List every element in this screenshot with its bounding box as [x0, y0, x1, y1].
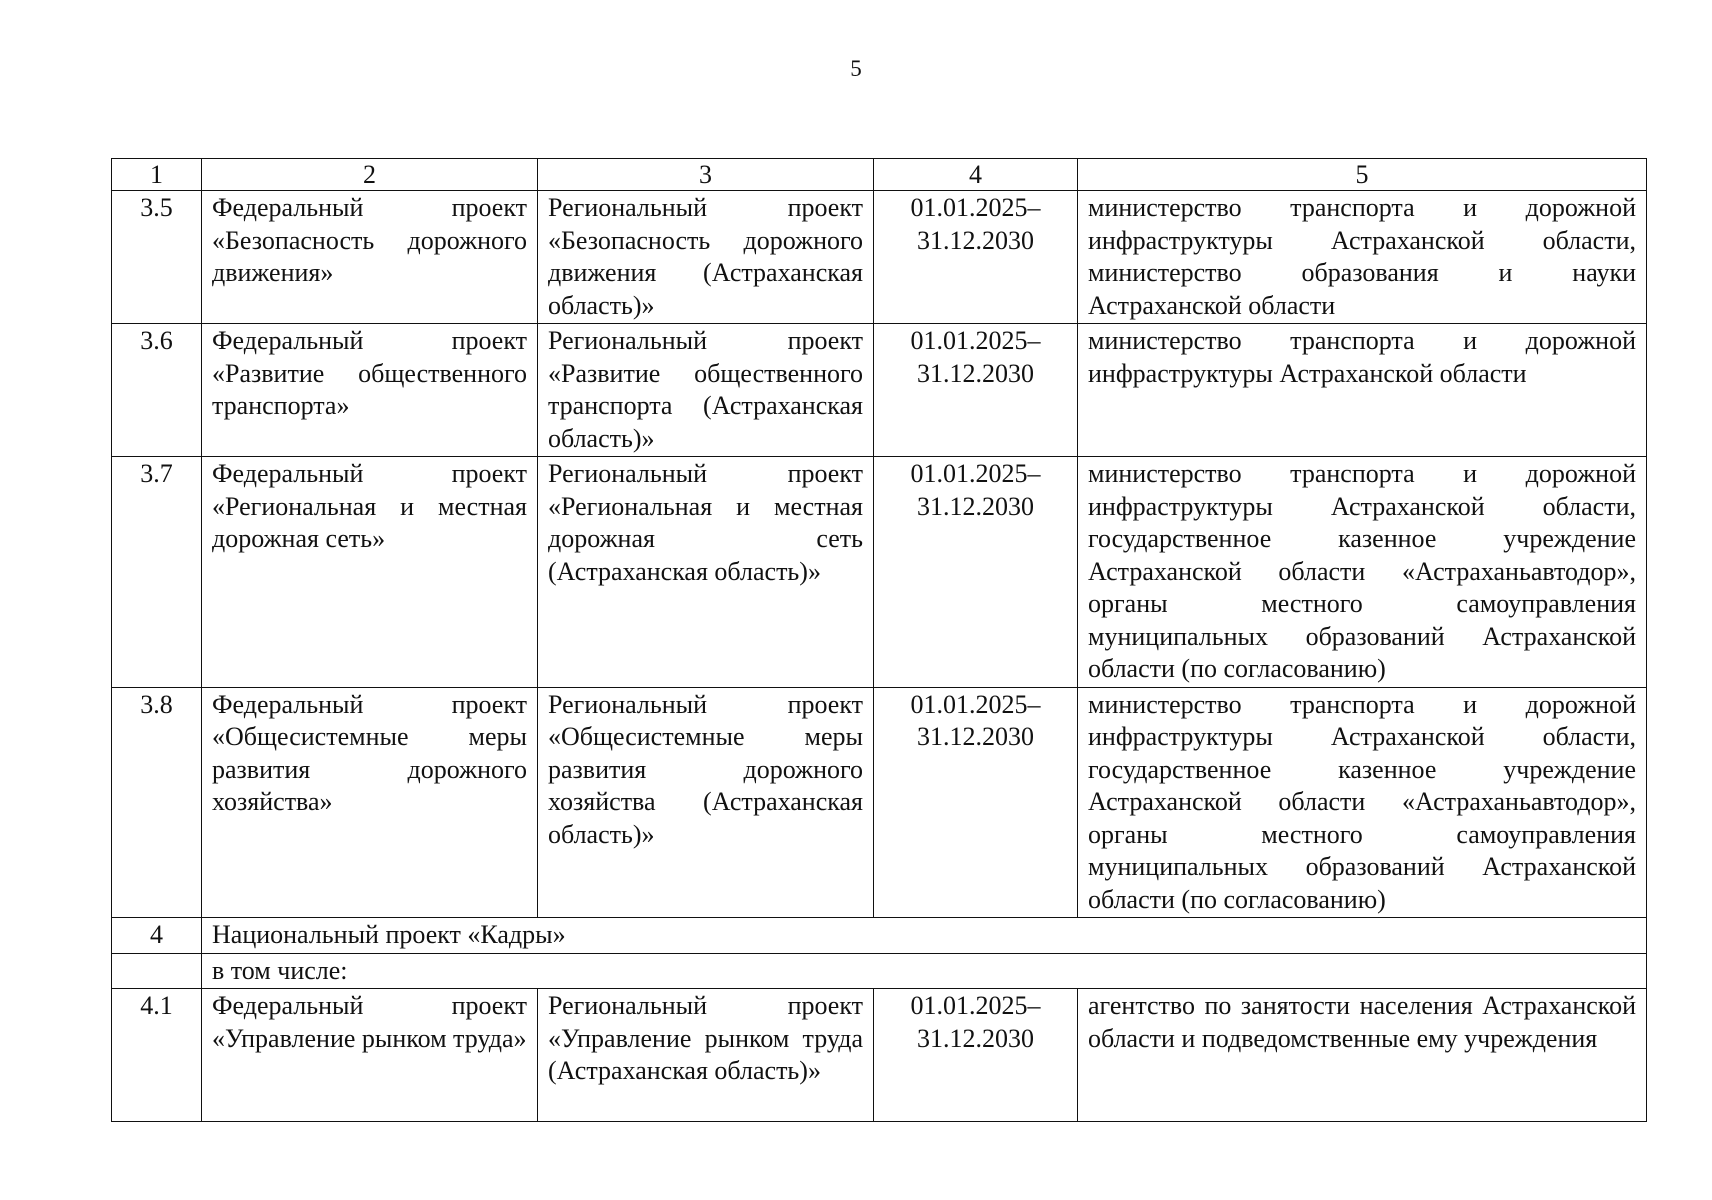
period	[874, 191, 1078, 324]
table-row	[112, 989, 1647, 1122]
responsible-party: агентство по занятости населения Астраханской области и подведомственные ему учреждения	[1078, 989, 1647, 1122]
period-start: 01.01.2025–	[910, 326, 1041, 355]
table-row	[112, 687, 1647, 918]
national-project-row	[112, 918, 1647, 954]
responsible-party: министерство транспорта и дорожной инфраструктуры Астраханской области, государственное казенное учреждение Астраханской области «Астраханьавтодор», органы местного самоуправления муниципальных образований Астраханской области (по согласованию)	[1078, 457, 1647, 688]
table-row	[112, 324, 1647, 457]
column-header-2: 2	[202, 159, 538, 191]
column-header-4: 4	[874, 159, 1078, 191]
table-row	[112, 191, 1647, 324]
row-number: 3.7	[112, 457, 202, 688]
row-number: 4.1	[112, 989, 202, 1122]
period-end: 31.12.2030	[917, 358, 1034, 388]
period	[874, 989, 1078, 1122]
period	[874, 457, 1078, 688]
national-project-title: Национальный проект «Кадры»	[202, 918, 1647, 954]
row-number: 3.6	[112, 324, 202, 457]
row-number: 3.8	[112, 687, 202, 918]
regional-project: Региональный проект «Развитие общественного транспорта (Астраханская область)»	[538, 324, 874, 457]
regional-project: Региональный проект «Региональная и местная дорожная сеть (Астраханская область)»	[538, 457, 874, 688]
including-label: в том числе:	[202, 953, 1647, 989]
period-end: 31.12.2030	[917, 722, 1034, 751]
including-row	[112, 953, 1647, 989]
period	[874, 687, 1078, 918]
federal-project: Федеральный проект «Региональная и местная дорожная сеть»	[202, 457, 538, 688]
federal-project: Федеральный проект «Развитие общественного транспорта»	[202, 324, 538, 457]
column-header-1: 1	[112, 159, 202, 191]
column-header-5: 5	[1078, 159, 1647, 191]
responsible-party: министерство транспорта и дорожной инфраструктуры Астраханской области, министерство образования и науки Астраханской области	[1078, 191, 1647, 324]
table-row	[112, 457, 1647, 688]
period-start: 01.01.2025–	[910, 193, 1041, 222]
period-end: 31.12.2030	[917, 225, 1034, 255]
page-number: 5	[850, 56, 862, 81]
responsible-party: министерство транспорта и дорожной инфраструктуры Астраханской области, государственное казенное учреждение Астраханской области «Астраханьавтодор», органы местного самоуправления муниципальных образований Астраханской области (по согласованию)	[1078, 687, 1647, 918]
row-number: 4	[112, 918, 202, 954]
regional-project: Региональный проект «Общесистемные меры развития дорожного хозяйства (Астраханская область)»	[538, 687, 874, 918]
period-end: 31.12.2030	[917, 1023, 1034, 1053]
period-start: 01.01.2025–	[910, 459, 1041, 488]
period-start: 01.01.2025–	[910, 689, 1041, 719]
table-header-row	[112, 159, 1647, 191]
period-end: 31.12.2030	[917, 491, 1034, 521]
period	[874, 324, 1078, 457]
federal-project: Федеральный проект «Общесистемные меры развития дорожного хозяйства»	[202, 687, 538, 918]
regional-project: Региональный проект «Управление рынком труда (Астраханская область)»	[538, 989, 874, 1122]
row-number-empty	[112, 953, 202, 989]
responsible-party: министерство транспорта и дорожной инфраструктуры Астраханской области	[1078, 324, 1647, 457]
federal-project: Федеральный проект «Управление рынком труда»	[202, 989, 538, 1122]
period-start: 01.01.2025–	[910, 991, 1041, 1020]
projects-table	[111, 158, 1647, 1122]
row-number: 3.5	[112, 191, 202, 324]
regional-project: Региональный проект «Безопасность дорожного движения (Астраханская область)»	[538, 191, 874, 324]
column-header-3: 3	[538, 159, 874, 191]
federal-project: Федеральный проект «Безопасность дорожного движения»	[202, 191, 538, 324]
